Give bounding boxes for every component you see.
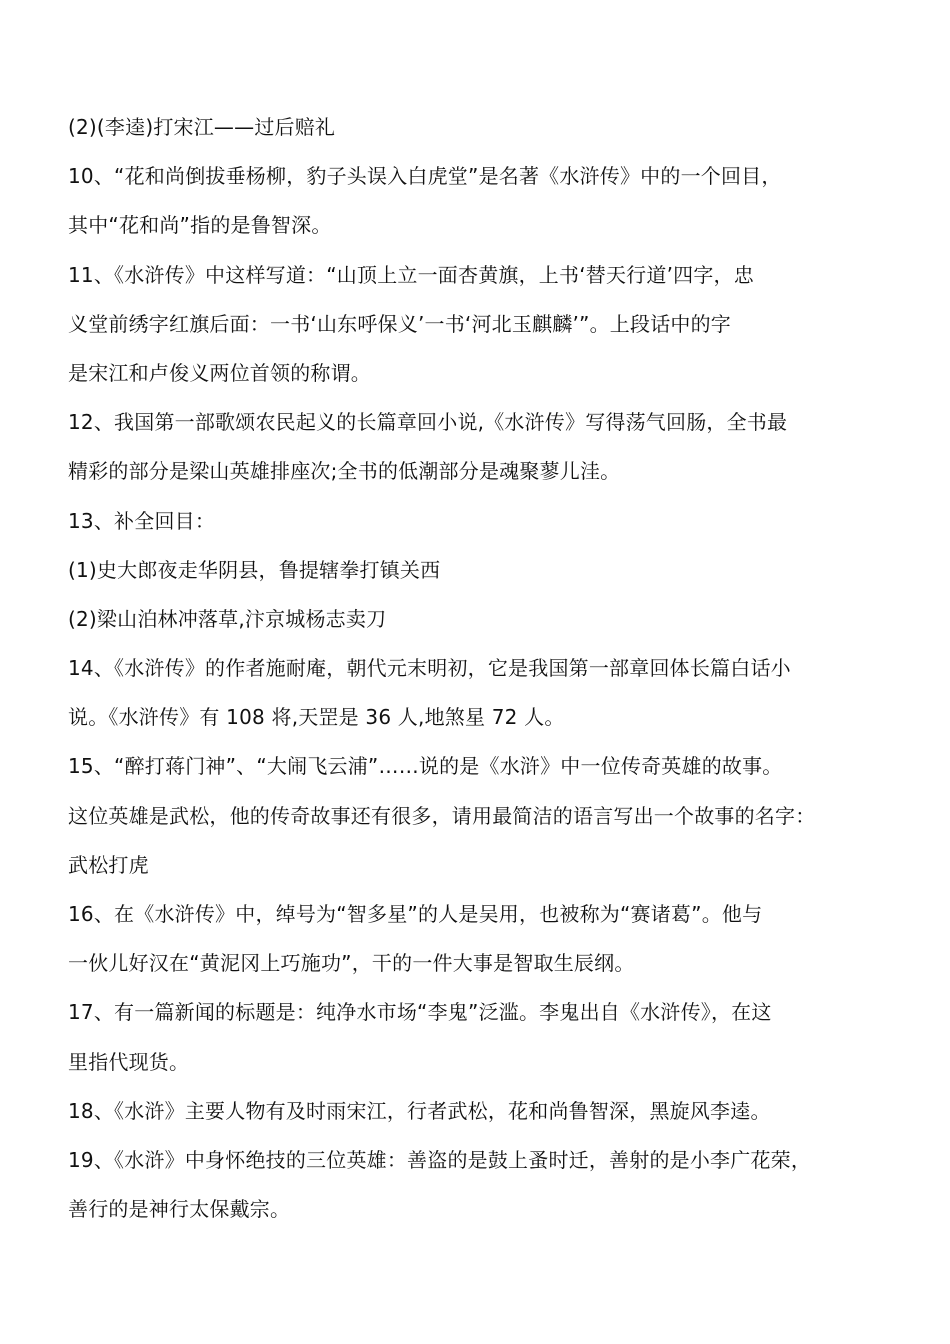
text-line: 16、在《水浒传》中，绰号为“智多星”的人是吴用，也被称为“赛诸葛”。他与	[68, 902, 763, 926]
text-line: 15、“醉打蒋门神”、“大闹飞云浦”……说的是《水浒》中一位传奇英雄的故事。	[68, 754, 783, 779]
text-line: 里指代现货。	[68, 1049, 190, 1074]
text-line: 精彩的部分是梁山英雄排座次;全书的低潮部分是魂聚蓼儿洼。	[68, 459, 621, 484]
text-line: 10、“花和尚倒拔垂杨柳，豹子头误入白虎堂”是名著《水浒传》中的一个回目，	[68, 164, 782, 189]
text-line: (1)史大郎夜走华阴县，鲁提辖拳打镇关西	[68, 557, 441, 582]
text-line: 11、《水浒传》中这样写道：“山顶上立一面杏黄旗，上书‘替天行道’四字，忠	[68, 262, 754, 287]
text-line: 说。《水浒传》有 108 将,天罡是 36 人,地煞星 72 人。	[68, 705, 565, 730]
document-body	[68, 103, 888, 1234]
text-line: 义堂前绣字红旗后面：一书‘山东呼保义’一书‘河北玉麒麟’”。上段话中的字	[68, 311, 731, 336]
text-line: (2)梁山泊林冲落草,汴京城杨志卖刀	[68, 606, 387, 631]
text-line: 18、《水浒》主要人物有及时雨宋江，行者武松，花和尚鲁智深，黑旋风李逵。	[68, 1098, 771, 1123]
text-line: 这位英雄是武松，他的传奇故事还有很多，请用最简洁的语言写出一个故事的名字：	[68, 803, 816, 828]
text-line: 19、《水浒》中身怀绝技的三位英雄：善盗的是鼓上蚤时迁，善射的是小李广花荣，	[68, 1147, 812, 1172]
text-line: 其中“花和尚”指的是鲁智深。	[68, 213, 332, 238]
text-line: 17、有一篇新闻的标题是：纯净水市场“李鬼”泛滥。李鬼出自《水浒传》，在这	[68, 1000, 772, 1025]
text-line: 13、补全回目：	[68, 508, 216, 533]
text-line: 12、我国第一部歌颂农民起义的长篇章回小说,《水浒传》写得荡气回肠，全书最	[68, 410, 788, 435]
text-line: 14、《水浒传》的作者施耐庵，朝代元末明初，它是我国第一部章回体长篇白话小	[68, 656, 791, 681]
text-line: 武松打虎	[68, 852, 149, 877]
text-line: 善行的是神行太保戴宗。	[68, 1197, 291, 1222]
text-line: 一伙儿好汉在“黄泥冈上巧施功”，干的一件大事是智取生辰纲。	[68, 951, 635, 976]
text-line: 是宋江和卢俊义两位首领的称谓。	[68, 360, 371, 385]
text-line: (2)(李逵)打宋江——过后赔礼	[68, 115, 336, 139]
